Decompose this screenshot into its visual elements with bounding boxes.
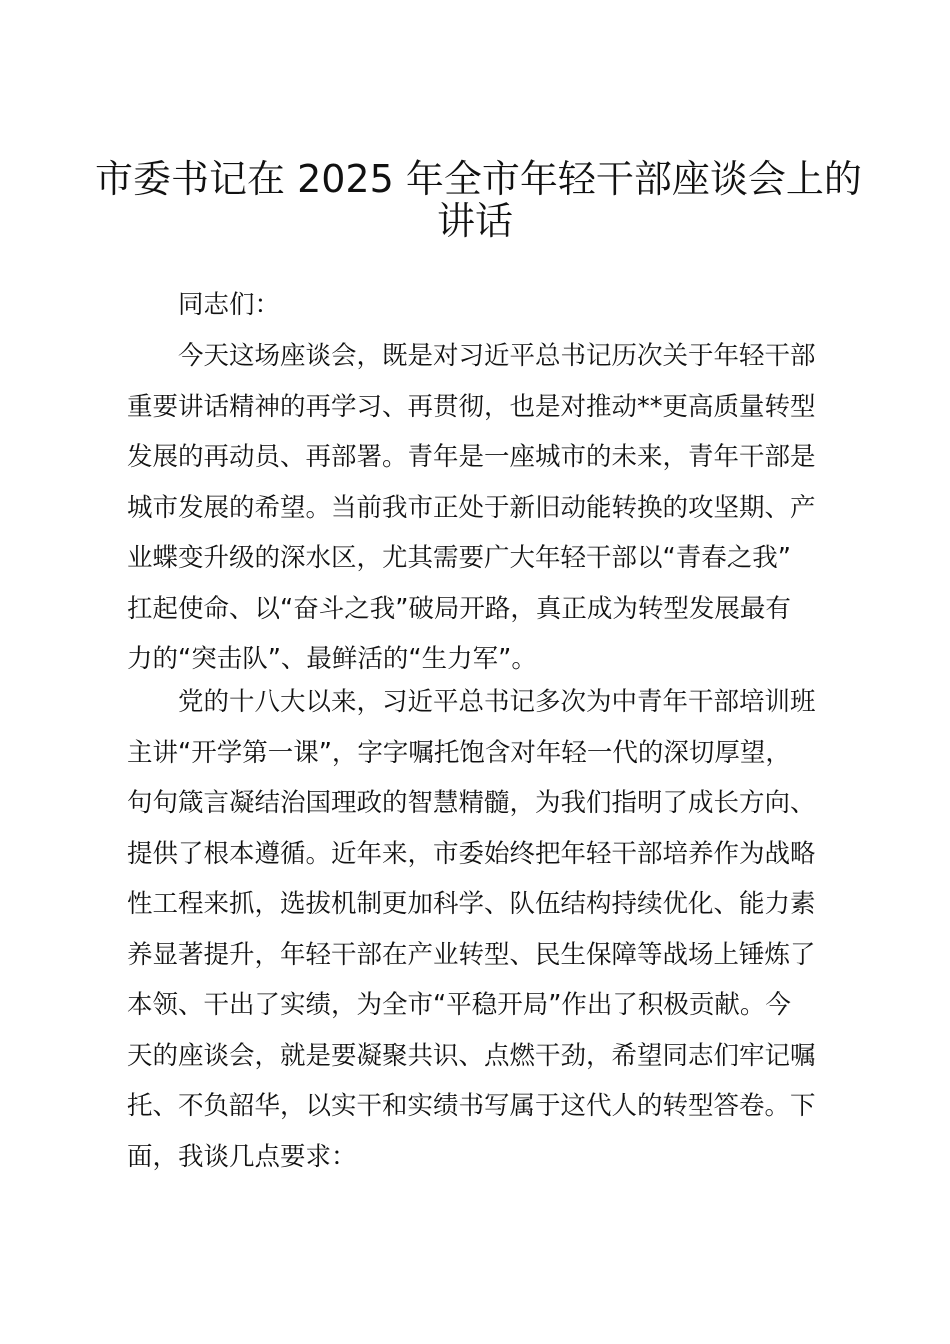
title-line: 讲话 bbox=[436, 199, 513, 243]
paragraph-line: 业蝶变升级的深水区，尤其需要广大年轻干部以“青春之我” bbox=[127, 543, 791, 573]
paragraph-line: 天的座谈会，就是要凝聚共识、点燃干劲，希望同志们牢记嘱 bbox=[127, 1040, 816, 1071]
paragraph-line: 性工程来抓，选拔机制更加科学、队伍结构持续优化、能力素 bbox=[127, 889, 816, 919]
paragraph-line: 城市发展的希望。当前我市正处于新旧动能转换的攻坚期、产 bbox=[127, 492, 816, 523]
paragraph-line: 今天这场座谈会，既是对习近平总书记历次关于年轻干部 bbox=[178, 341, 816, 371]
paragraph-line: 养显著提升，年轻干部在产业转型、民生保障等战场上锤炼了 bbox=[127, 939, 816, 970]
paragraph-line: 托、不负韶华，以实干和实绩书写属于这代人的转型答卷。下 bbox=[127, 1091, 816, 1121]
paragraph-line: 重要讲话精神的再学习、再贯彻，也是对推动**更高质量转型 bbox=[127, 391, 816, 422]
greeting-text: 同志们： bbox=[178, 290, 281, 320]
paragraph-2 bbox=[127, 677, 833, 1182]
greeting bbox=[127, 280, 833, 331]
paragraph-line: 党的十八大以来，习近平总书记多次为中青年干部培训班 bbox=[178, 687, 816, 717]
title-line: 市委书记在 2025 年全市年轻干部座谈会上的 bbox=[95, 157, 862, 201]
paragraph-line: 扛起使命、以“奋斗之我”破局开路，真正成为转型发展最有 bbox=[127, 593, 791, 624]
paragraph-line: 主讲“开学第一课”，字字嘱托饱含对年轻一代的深切厚望， bbox=[127, 737, 791, 768]
paragraph-line: 发展的再动员、再部署。青年是一座城市的未来，青年干部是 bbox=[127, 442, 816, 472]
paragraph-1 bbox=[127, 331, 833, 685]
document-title bbox=[95, 157, 862, 243]
paragraph-line: 本领、干出了实绩，为全市“平稳开局”作出了积极贡献。今 bbox=[127, 990, 791, 1020]
paragraph-line: 面，我谈几点要求： bbox=[127, 1141, 357, 1172]
paragraph-line: 句句箴言凝结治国理政的智慧精髓，为我们指明了成长方向、 bbox=[127, 788, 816, 818]
paragraph-line: 提供了根本遵循。近年来，市委始终把年轻干部培养作为战略 bbox=[127, 838, 816, 869]
paragraph-line: 力的“突击队”、最鲜活的“生力军”。 bbox=[127, 644, 537, 674]
